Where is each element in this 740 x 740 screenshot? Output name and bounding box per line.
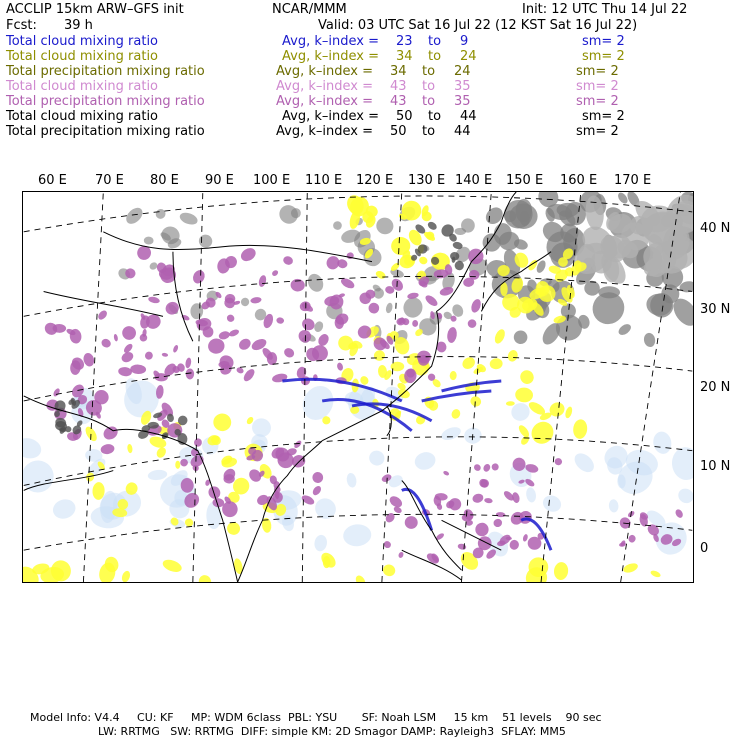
latitude-label: 20 N: [700, 380, 731, 395]
physics-info-line: LW: RRTMG SW: RRTMG DIFF: simple KM: 2D Smagor DAMP: Rayleigh3 SFLAY: MM5: [98, 725, 566, 738]
legend-smoothing: sm= 2: [576, 79, 619, 94]
longitude-label: 140 E: [455, 173, 493, 188]
legend-field-name: Total cloud mixing ratio: [6, 79, 159, 94]
legend-k-end: 9: [460, 34, 469, 49]
center-label: NCAR/MMM: [272, 2, 347, 17]
cloud-cell: [402, 201, 422, 221]
legend-to: to: [428, 34, 442, 49]
legend-to: to: [422, 79, 436, 94]
longitude-label: 100 E: [253, 173, 291, 188]
legend-to: to: [422, 94, 436, 109]
legend-avg-label: Avg, k–index =: [282, 109, 379, 124]
legend-k-start: 50: [396, 109, 413, 124]
legend-avg-label: Avg, k–index =: [276, 64, 373, 79]
legend-k-end: 44: [460, 109, 477, 124]
legend-to: to: [422, 64, 436, 79]
cloud-cell: [412, 320, 418, 327]
longitude-label: 90 E: [205, 173, 234, 188]
legend-k-start: 43: [390, 94, 407, 109]
longitude-label: 130 E: [408, 173, 446, 188]
legend-avg-label: Avg, k–index =: [282, 49, 379, 64]
legend-avg-label: Avg, k–index =: [276, 94, 373, 109]
legend-k-end: 35: [454, 94, 471, 109]
longitude-label: 70 E: [95, 173, 124, 188]
legend-to: to: [428, 109, 442, 124]
cloud-cell: [509, 203, 537, 229]
longitude-label: 150 E: [506, 173, 544, 188]
longitude-label: 120 E: [356, 173, 394, 188]
legend-k-end: 24: [454, 64, 471, 79]
legend-smoothing: sm= 2: [576, 124, 619, 139]
valid-time: Valid: 03 UTC Sat 16 Jul 22 (12 KST Sat 16 Jul 22): [318, 18, 638, 33]
latitude-label: 40 N: [700, 221, 731, 236]
model-title: ACCLIP 15km ARW–GFS init: [6, 2, 184, 17]
legend-to: to: [428, 49, 442, 64]
legend-field-name: Total precipitation mixing ratio: [6, 64, 205, 79]
map-panel: [22, 191, 694, 583]
legend-field-name: Total cloud mixing ratio: [6, 34, 159, 49]
latitude-label: 30 N: [700, 302, 731, 317]
model-info-line: Model Info: V4.4 CU: KF MP: WDM 6class PBL: YSU SF: Noah LSM 15 km 51 levels 90 sec: [30, 711, 602, 724]
longitude-label: 60 E: [38, 173, 67, 188]
longitude-label: 170 E: [614, 173, 652, 188]
legend-k-start: 23: [396, 34, 413, 49]
legend-avg-label: Avg, k–index =: [276, 79, 373, 94]
legend-smoothing: sm= 2: [576, 94, 619, 109]
cloud-cell: [323, 556, 331, 568]
legend-field-name: Total precipitation mixing ratio: [6, 124, 205, 139]
legend-smoothing: sm= 2: [582, 49, 625, 64]
fcst-label: Fcst:: [6, 18, 37, 33]
cloud-cell: [175, 461, 180, 469]
legend-avg-label: Avg, k–index =: [282, 34, 379, 49]
cloud-cell: [405, 516, 418, 529]
latitude-label: 0: [700, 541, 709, 556]
fcst-value: 39 h: [64, 18, 93, 33]
legend-k-end: 35: [454, 79, 471, 94]
legend-avg-label: Avg, k–index =: [276, 124, 373, 139]
legend-field-name: Total precipitation mixing ratio: [6, 94, 205, 109]
legend-field-name: Total cloud mixing ratio: [6, 49, 159, 64]
legend-to: to: [422, 124, 436, 139]
legend-k-end: 24: [460, 49, 477, 64]
longitude-label: 80 E: [150, 173, 179, 188]
latitude-label: 10 N: [700, 459, 731, 474]
legend-smoothing: sm= 2: [576, 64, 619, 79]
legend-k-start: 34: [396, 49, 413, 64]
init-time: Init: 12 UTC Thu 14 Jul 22: [522, 2, 688, 17]
legend-k-start: 43: [390, 79, 407, 94]
legend-smoothing: sm= 2: [582, 34, 625, 49]
legend-k-end: 44: [454, 124, 471, 139]
legend-smoothing: sm= 2: [582, 109, 625, 124]
longitude-label: 160 E: [560, 173, 598, 188]
legend-k-start: 34: [390, 64, 407, 79]
longitude-label: 110 E: [305, 173, 343, 188]
legend-k-start: 50: [390, 124, 407, 139]
legend-field-name: Total cloud mixing ratio: [6, 109, 159, 124]
